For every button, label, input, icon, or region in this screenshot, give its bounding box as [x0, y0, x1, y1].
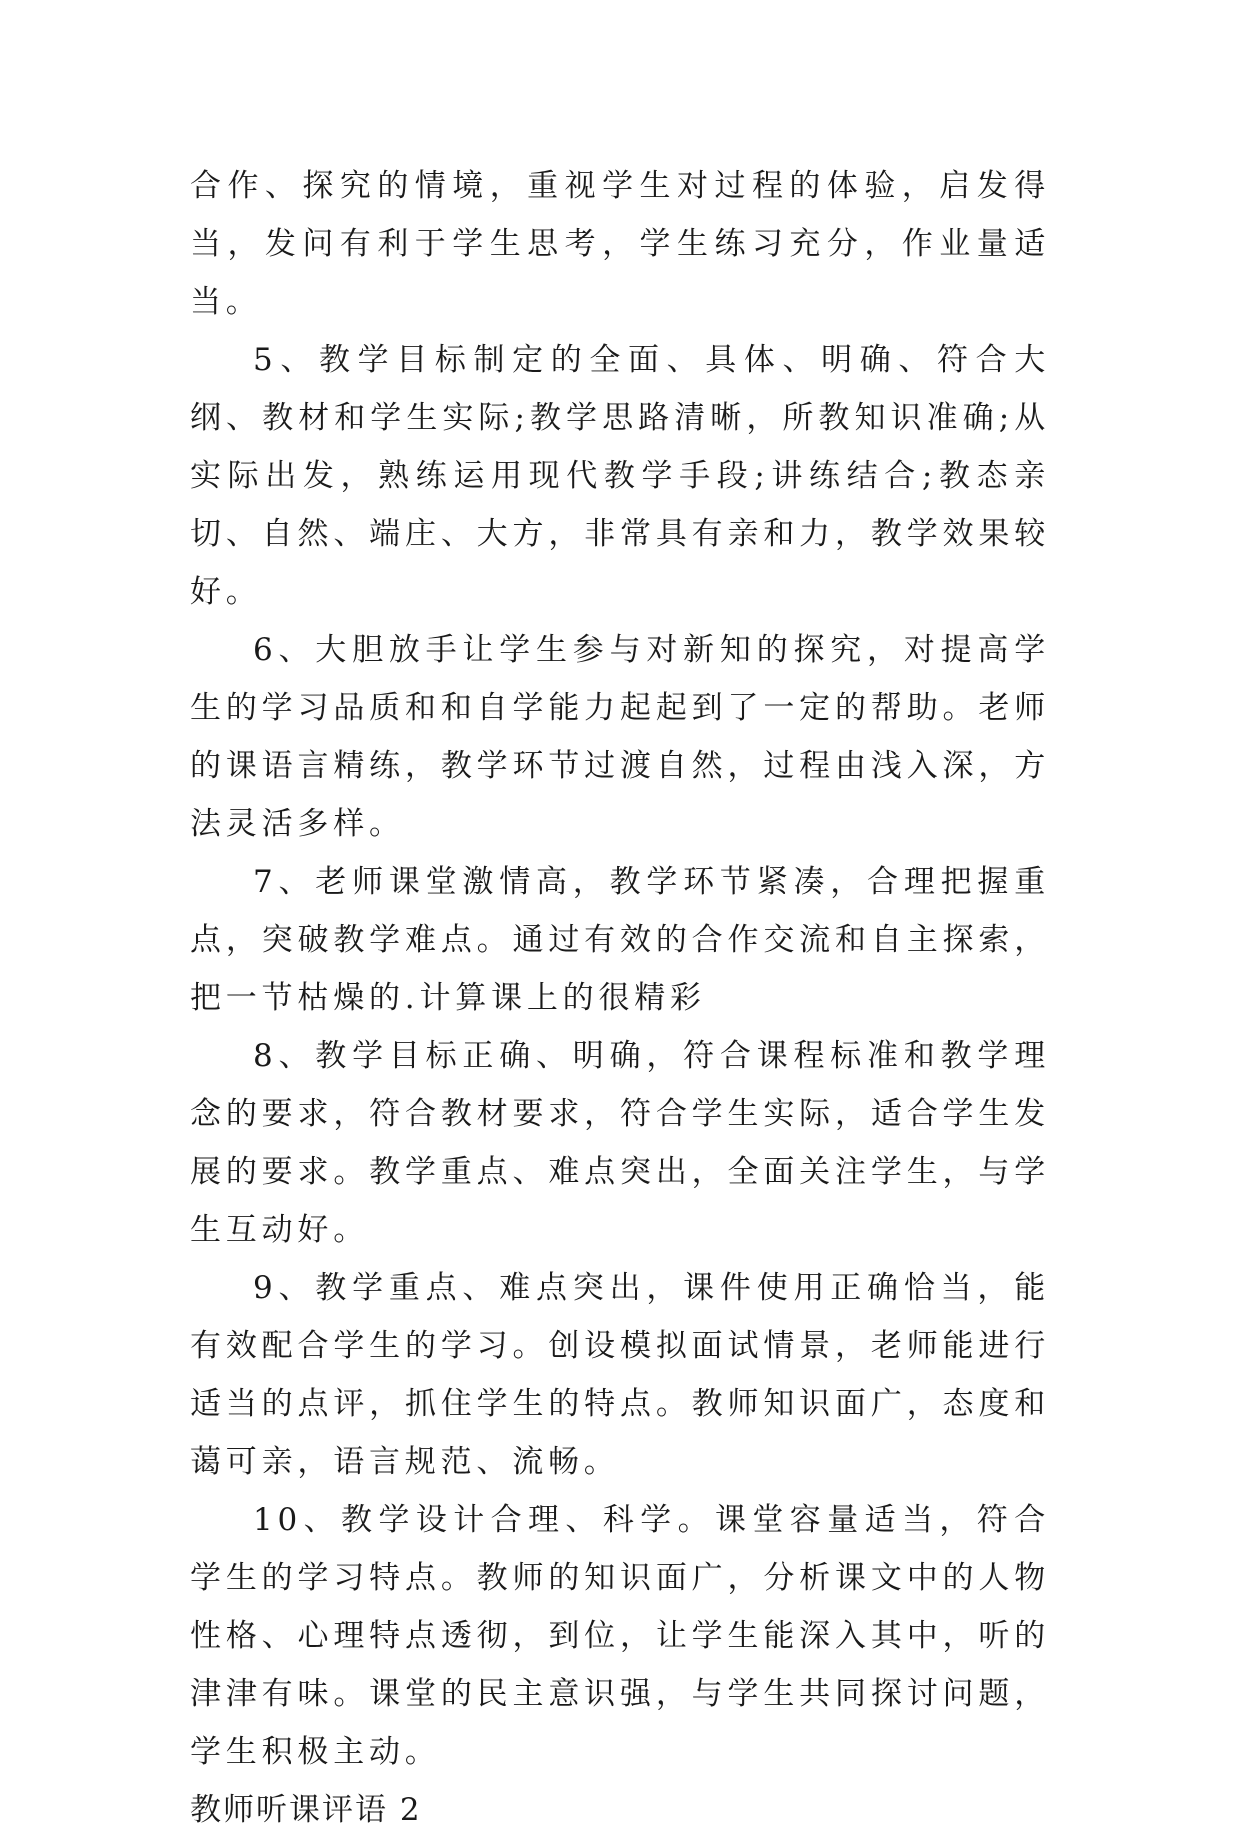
paragraph-item-5: 5、教学目标制定的全面、具体、明确、符合大纲、教材和学生实际;教学思路清晰，所教知识准确;从实际出发，熟练运用现代教学手段;讲练结合;教态亲切、自然、端庄、大方，非常具有亲和力，教学效果较好。	[190, 342, 1050, 610]
paragraph-continuation: 合作、探究的情境，重视学生对过程的体验，启发得当，发问有利于学生思考，学生练习充分，作业量适当。	[190, 168, 1050, 320]
paragraph-item-9: 9、教学重点、难点突出，课件使用正确恰当，能有效配合学生的学习。创设模拟面试情景，老师能进行适当的点评，抓住学生的特点。教师知识面广，态度和蔼可亲，语言规范、流畅。	[190, 1270, 1050, 1480]
section-heading: 教师听课评语 2	[190, 1792, 422, 1828]
document-body	[190, 157, 1050, 1839]
paragraph-item-8: 8、教学目标正确、明确，符合课程标准和教学理念的要求，符合教材要求，符合学生实际，适合学生发展的要求。教学重点、难点突出，全面关注学生，与学生互动好。	[190, 1038, 1050, 1248]
paragraph-item-10: 10、教学设计合理、科学。课堂容量适当，符合学生的学习特点。教师的知识面广，分析课文中的人物性格、心理特点透彻，到位，让学生能深入其中，听的津津有味。课堂的民主意识强，与学生共同探讨问题，学生积极主动。	[190, 1502, 1050, 1770]
paragraph-item-6: 6、大胆放手让学生参与对新知的探究，对提高学生的学习品质和和自学能力起起到了一定的帮助。老师的课语言精练，教学环节过渡自然，过程由浅入深，方法灵活多样。	[190, 632, 1050, 842]
paragraph-item-7: 7、老师课堂激情高，教学环节紧凑，合理把握重点，突破教学难点。通过有效的合作交流和自主探索，把一节枯燥的.计算课上的很精彩	[190, 864, 1050, 1016]
